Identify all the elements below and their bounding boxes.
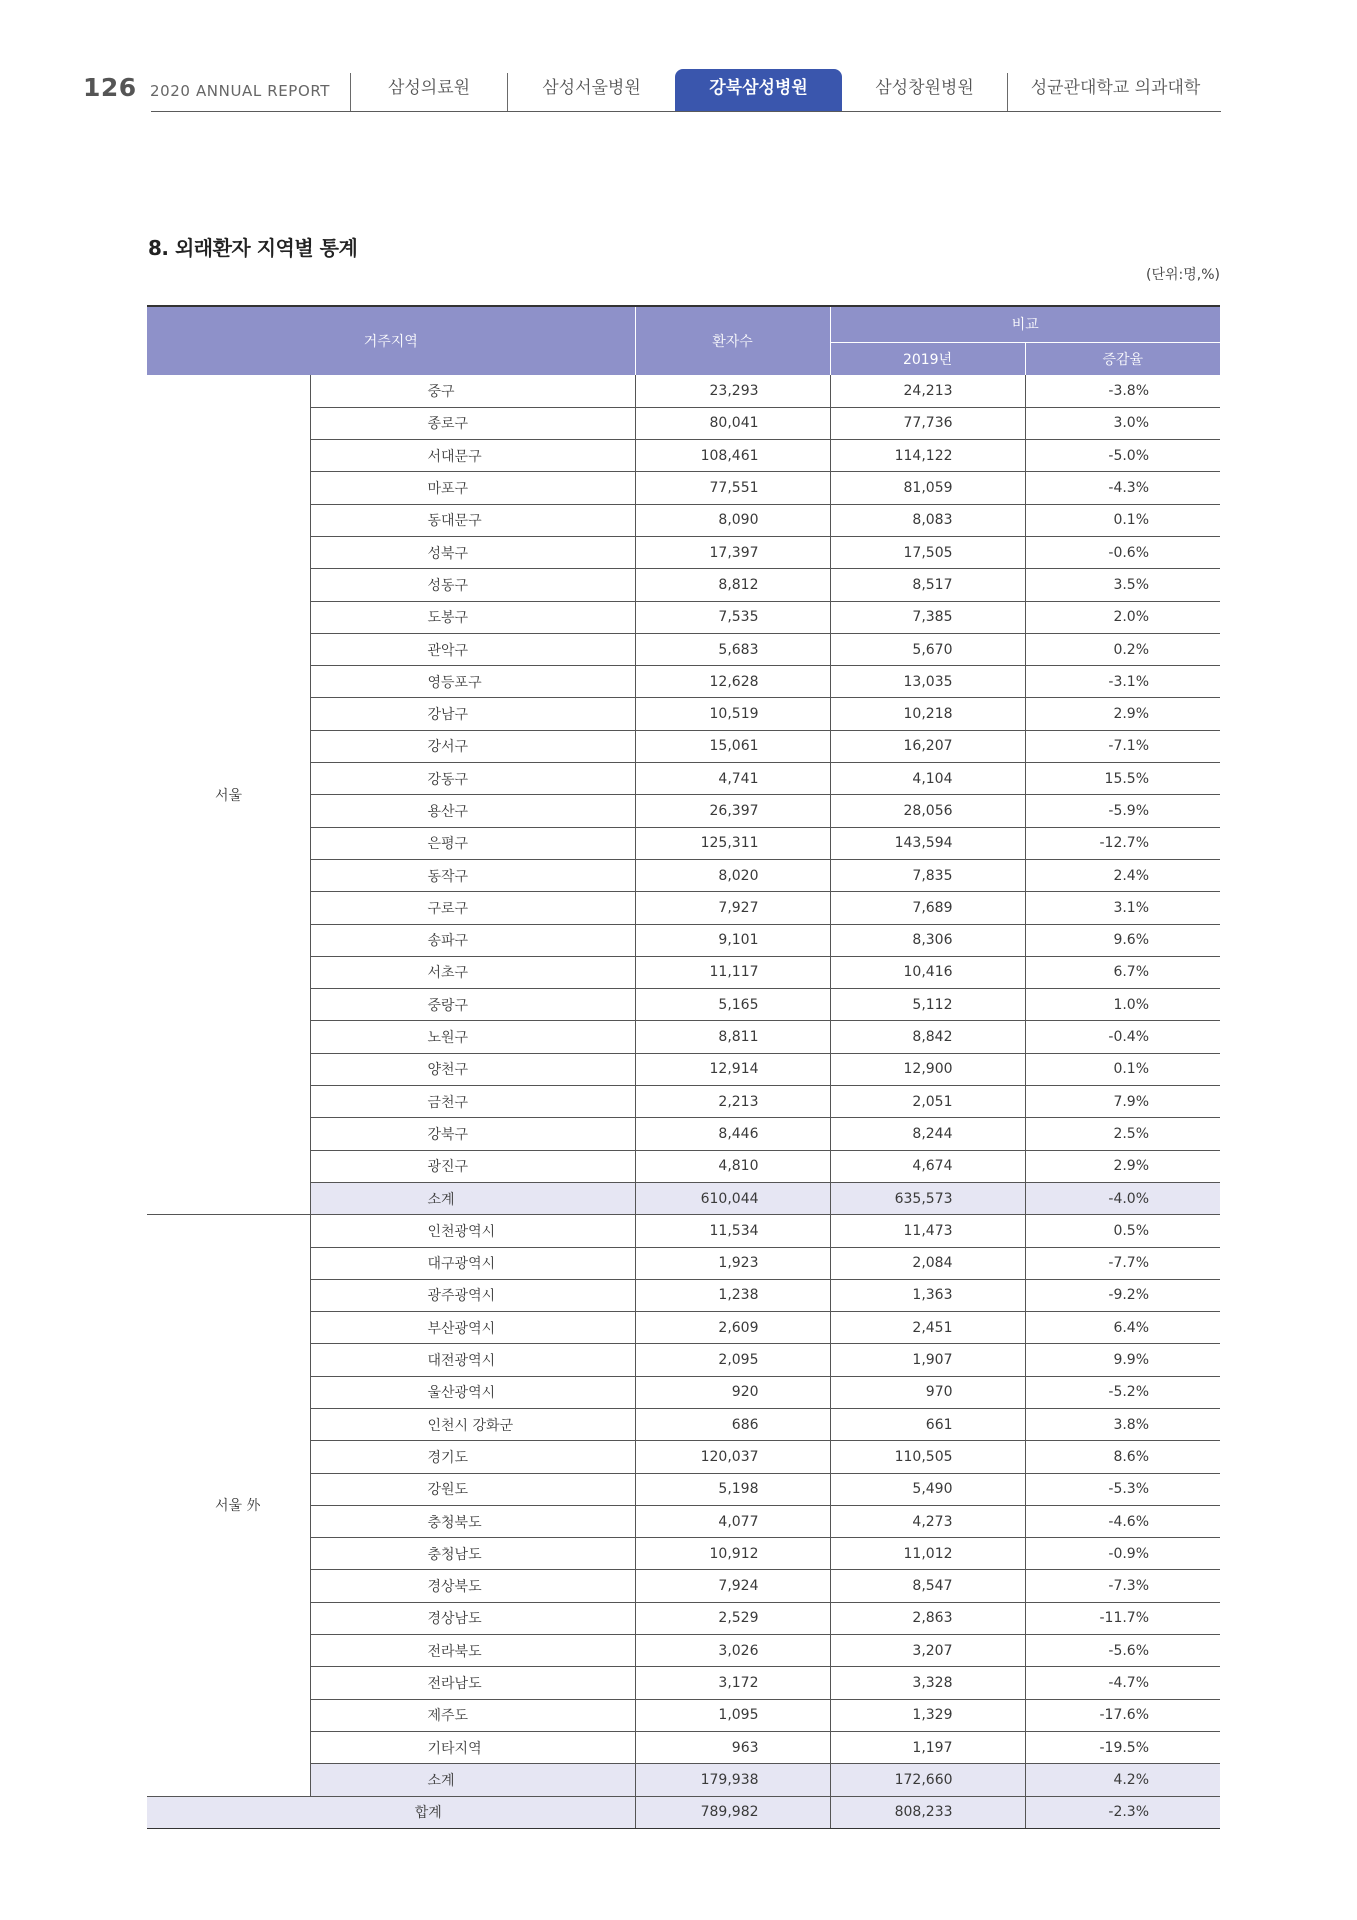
subtotal-rate: 4.2% [1025, 1764, 1220, 1796]
patient-count: 686 [635, 1409, 830, 1441]
area-name: 인천시 강화군 [310, 1409, 635, 1441]
patient-count: 7,927 [635, 892, 830, 924]
patient-count-2019: 8,306 [830, 924, 1025, 956]
header-rule [151, 111, 1221, 112]
area-name: 강북구 [310, 1118, 635, 1150]
patient-count-2019: 8,842 [830, 1021, 1025, 1053]
patient-count-2019: 970 [830, 1376, 1025, 1408]
area-name: 중구 [310, 375, 635, 407]
total-patients: 789,982 [635, 1796, 830, 1828]
header-compare: 비교 [830, 306, 1220, 342]
area-name: 경상남도 [310, 1602, 635, 1634]
change-rate: -3.8% [1025, 375, 1220, 407]
area-name: 영등포구 [310, 666, 635, 698]
patient-count: 8,090 [635, 504, 830, 536]
patient-count-2019: 81,059 [830, 472, 1025, 504]
patient-count: 17,397 [635, 536, 830, 568]
area-name: 송파구 [310, 924, 635, 956]
patient-count: 5,198 [635, 1473, 830, 1505]
patient-count: 4,810 [635, 1150, 830, 1182]
area-name: 경상북도 [310, 1570, 635, 1602]
change-rate: -5.9% [1025, 795, 1220, 827]
patient-count: 1,095 [635, 1699, 830, 1731]
patient-count: 11,117 [635, 956, 830, 988]
change-rate: -12.7% [1025, 827, 1220, 859]
change-rate: 7.9% [1025, 1086, 1220, 1118]
area-name: 울산광역시 [310, 1376, 635, 1408]
patient-count-2019: 2,084 [830, 1247, 1025, 1279]
patient-count: 77,551 [635, 472, 830, 504]
subtotal-label: 소계 [310, 1764, 635, 1796]
patient-count-2019: 10,416 [830, 956, 1025, 988]
area-name: 용산구 [310, 795, 635, 827]
patient-count: 26,397 [635, 795, 830, 827]
patient-count: 80,041 [635, 407, 830, 439]
change-rate: 0.5% [1025, 1215, 1220, 1247]
patient-count-2019: 661 [830, 1409, 1025, 1441]
patient-count: 10,519 [635, 698, 830, 730]
total-rate: -2.3% [1025, 1796, 1220, 1828]
patient-count: 7,924 [635, 1570, 830, 1602]
tab-samsung-medical-center[interactable]: 삼성의료원 [387, 78, 471, 98]
subtotal-2019: 635,573 [830, 1182, 1025, 1214]
change-rate: -7.7% [1025, 1247, 1220, 1279]
change-rate: 3.1% [1025, 892, 1220, 924]
change-rate: 3.0% [1025, 407, 1220, 439]
change-rate: 3.8% [1025, 1409, 1220, 1441]
change-rate: 0.2% [1025, 633, 1220, 665]
change-rate: 2.4% [1025, 859, 1220, 891]
patient-count: 2,609 [635, 1312, 830, 1344]
area-name: 제주도 [310, 1699, 635, 1731]
total-label: 합계 [147, 1796, 635, 1828]
area-name: 중랑구 [310, 989, 635, 1021]
area-name: 충청남도 [310, 1538, 635, 1570]
patient-count-2019: 3,207 [830, 1635, 1025, 1667]
patient-count-2019: 11,473 [830, 1215, 1025, 1247]
tab-samsung-changwon-hospital[interactable]: 삼성창원병원 [875, 78, 974, 98]
unit-label: (단위:명,%) [1146, 267, 1220, 283]
patient-count-2019: 5,490 [830, 1473, 1025, 1505]
patient-count: 5,165 [635, 989, 830, 1021]
patient-count: 12,628 [635, 666, 830, 698]
patient-count-2019: 5,112 [830, 989, 1025, 1021]
patient-count-2019: 2,451 [830, 1312, 1025, 1344]
area-name: 양천구 [310, 1053, 635, 1085]
subtotal-label: 소계 [310, 1182, 635, 1214]
patient-count: 3,172 [635, 1667, 830, 1699]
total-2019: 808,233 [830, 1796, 1025, 1828]
patient-count-2019: 12,900 [830, 1053, 1025, 1085]
subtotal-patients: 610,044 [635, 1182, 830, 1214]
area-name: 경기도 [310, 1441, 635, 1473]
area-name: 전라북도 [310, 1635, 635, 1667]
patient-count: 1,238 [635, 1279, 830, 1311]
change-rate: -0.4% [1025, 1021, 1220, 1053]
patient-count-2019: 3,328 [830, 1667, 1025, 1699]
change-rate: -9.2% [1025, 1279, 1220, 1311]
table-row [147, 1215, 1220, 1247]
area-name: 기타지역 [310, 1731, 635, 1763]
section-title: 8. 외래환자 지역별 통계 [148, 236, 358, 260]
area-name: 서초구 [310, 956, 635, 988]
patient-count-2019: 28,056 [830, 795, 1025, 827]
patient-count-2019: 7,385 [830, 601, 1025, 633]
patient-count: 10,912 [635, 1538, 830, 1570]
change-rate: 3.5% [1025, 569, 1220, 601]
change-rate: 2.0% [1025, 601, 1220, 633]
patient-count: 2,529 [635, 1602, 830, 1634]
change-rate: 2.9% [1025, 1150, 1220, 1182]
subtotal-patients: 179,938 [635, 1764, 830, 1796]
change-rate: -4.7% [1025, 1667, 1220, 1699]
area-name: 전라남도 [310, 1667, 635, 1699]
area-name: 종로구 [310, 407, 635, 439]
region-group-label: 서울 [147, 375, 310, 1215]
subtotal-2019: 172,660 [830, 1764, 1025, 1796]
patient-count-2019: 8,547 [830, 1570, 1025, 1602]
patient-count-2019: 4,104 [830, 763, 1025, 795]
patient-count-2019: 17,505 [830, 536, 1025, 568]
patient-count-2019: 24,213 [830, 375, 1025, 407]
change-rate: -0.6% [1025, 536, 1220, 568]
change-rate: 8.6% [1025, 1441, 1220, 1473]
subtotal-rate: -4.0% [1025, 1182, 1220, 1214]
area-name: 광주광역시 [310, 1279, 635, 1311]
patient-count-2019: 110,505 [830, 1441, 1025, 1473]
patient-count-2019: 143,594 [830, 827, 1025, 859]
area-name: 구로구 [310, 892, 635, 924]
area-name: 충청북도 [310, 1505, 635, 1537]
change-rate: -0.9% [1025, 1538, 1220, 1570]
patient-count: 7,535 [635, 601, 830, 633]
header-change-rate: 증감율 [1025, 342, 1220, 375]
change-rate: 15.5% [1025, 763, 1220, 795]
change-rate: 0.1% [1025, 1053, 1220, 1085]
change-rate: 1.0% [1025, 989, 1220, 1021]
patient-count: 2,095 [635, 1344, 830, 1376]
patient-count-2019: 8,083 [830, 504, 1025, 536]
patient-count-2019: 8,244 [830, 1118, 1025, 1150]
patient-count: 963 [635, 1731, 830, 1763]
page-number: 126 [83, 73, 137, 102]
patient-count-2019: 1,907 [830, 1344, 1025, 1376]
patient-count: 5,683 [635, 633, 830, 665]
change-rate: -11.7% [1025, 1602, 1220, 1634]
change-rate: -7.3% [1025, 1570, 1220, 1602]
change-rate: 2.9% [1025, 698, 1220, 730]
header-year-2019: 2019년 [830, 342, 1025, 375]
change-rate: -4.3% [1025, 472, 1220, 504]
area-name: 강원도 [310, 1473, 635, 1505]
region-group-label: 서울 外 [147, 1215, 310, 1796]
patient-count: 11,534 [635, 1215, 830, 1247]
area-name: 광진구 [310, 1150, 635, 1182]
patient-count-2019: 7,835 [830, 859, 1025, 891]
patient-count-2019: 114,122 [830, 440, 1025, 472]
patient-count: 108,461 [635, 440, 830, 472]
area-name: 부산광역시 [310, 1312, 635, 1344]
area-name: 인천광역시 [310, 1215, 635, 1247]
patient-count-2019: 7,689 [830, 892, 1025, 924]
area-name: 노원구 [310, 1021, 635, 1053]
table-header-row [147, 306, 1220, 342]
area-name: 동대문구 [310, 504, 635, 536]
patient-count-2019: 77,736 [830, 407, 1025, 439]
change-rate: 9.9% [1025, 1344, 1220, 1376]
header-patients: 환자수 [635, 306, 830, 375]
area-name: 은평구 [310, 827, 635, 859]
header-region: 거주지역 [147, 306, 635, 375]
patient-count: 3,026 [635, 1635, 830, 1667]
patient-count-2019: 1,197 [830, 1731, 1025, 1763]
patient-count: 120,037 [635, 1441, 830, 1473]
change-rate: -5.2% [1025, 1376, 1220, 1408]
patient-count: 920 [635, 1376, 830, 1408]
change-rate: -5.3% [1025, 1473, 1220, 1505]
patient-count: 8,812 [635, 569, 830, 601]
tab-kangbuk-samsung-hospital[interactable]: 강북삼성병원 [675, 69, 842, 111]
patient-count-2019: 5,670 [830, 633, 1025, 665]
area-name: 강서구 [310, 730, 635, 762]
table-row [147, 375, 1220, 407]
change-rate: -3.1% [1025, 666, 1220, 698]
patient-count: 12,914 [635, 1053, 830, 1085]
patient-count-2019: 2,863 [830, 1602, 1025, 1634]
patient-count: 4,741 [635, 763, 830, 795]
change-rate: -5.0% [1025, 440, 1220, 472]
area-name: 강동구 [310, 763, 635, 795]
area-name: 성북구 [310, 536, 635, 568]
patient-count: 8,446 [635, 1118, 830, 1150]
patient-count: 8,020 [635, 859, 830, 891]
change-rate: -17.6% [1025, 1699, 1220, 1731]
area-name: 도봉구 [310, 601, 635, 633]
area-name: 마포구 [310, 472, 635, 504]
area-name: 강남구 [310, 698, 635, 730]
patient-count-2019: 2,051 [830, 1086, 1025, 1118]
change-rate: -5.6% [1025, 1635, 1220, 1667]
change-rate: 6.4% [1025, 1312, 1220, 1344]
patient-count: 125,311 [635, 827, 830, 859]
area-name: 동작구 [310, 859, 635, 891]
tab-samsung-seoul-hospital[interactable]: 삼성서울병원 [542, 78, 641, 98]
patient-count: 1,923 [635, 1247, 830, 1279]
patient-count-2019: 8,517 [830, 569, 1025, 601]
patient-count: 2,213 [635, 1086, 830, 1118]
patient-count: 8,811 [635, 1021, 830, 1053]
area-name: 대구광역시 [310, 1247, 635, 1279]
area-name: 서대문구 [310, 440, 635, 472]
change-rate: 0.1% [1025, 504, 1220, 536]
report-label: 2020 ANNUAL REPORT [150, 82, 331, 100]
area-name: 성동구 [310, 569, 635, 601]
patient-count-2019: 1,329 [830, 1699, 1025, 1731]
patient-count-2019: 10,218 [830, 698, 1025, 730]
change-rate: -4.6% [1025, 1505, 1220, 1537]
change-rate: -19.5% [1025, 1731, 1220, 1763]
outpatient-region-table [147, 305, 1220, 1829]
patient-count-2019: 11,012 [830, 1538, 1025, 1570]
patient-count-2019: 16,207 [830, 730, 1025, 762]
patient-count: 4,077 [635, 1505, 830, 1537]
patient-count: 15,061 [635, 730, 830, 762]
patient-count: 9,101 [635, 924, 830, 956]
change-rate: 2.5% [1025, 1118, 1220, 1150]
area-name: 대전광역시 [310, 1344, 635, 1376]
area-name: 관악구 [310, 633, 635, 665]
change-rate: -7.1% [1025, 730, 1220, 762]
area-name: 금천구 [310, 1086, 635, 1118]
change-rate: 6.7% [1025, 956, 1220, 988]
change-rate: 9.6% [1025, 924, 1220, 956]
total-row [147, 1796, 1220, 1828]
patient-count-2019: 4,273 [830, 1505, 1025, 1537]
patient-count: 23,293 [635, 375, 830, 407]
patient-count-2019: 1,363 [830, 1279, 1025, 1311]
patient-count-2019: 4,674 [830, 1150, 1025, 1182]
patient-count-2019: 13,035 [830, 666, 1025, 698]
tab-skku-medical-school[interactable]: 성균관대학교 의과대학 [1030, 78, 1201, 98]
